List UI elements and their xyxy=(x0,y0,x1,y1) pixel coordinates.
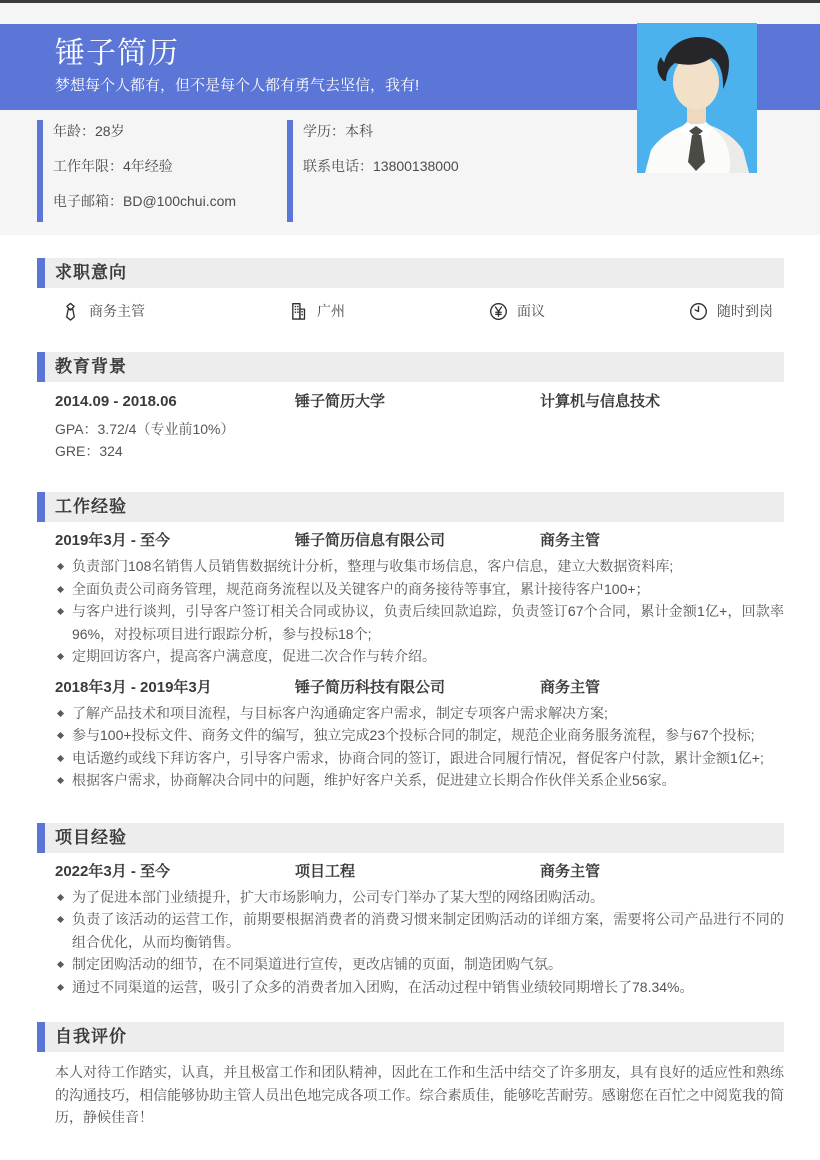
work-entry-row xyxy=(37,679,784,697)
project-bullet-list xyxy=(37,886,784,999)
education-gre: GRE：324 xyxy=(55,443,123,459)
section-header xyxy=(37,823,784,853)
bullet-item: 为了促进本部门业绩提升，扩大市场影响力，公司专门举办了某大型的网络团购活动。 xyxy=(55,886,784,909)
work-period: 2019年3月 - 至今 xyxy=(55,532,171,549)
work-entry xyxy=(37,679,784,792)
building-icon xyxy=(289,302,308,321)
intent-salary xyxy=(489,301,689,321)
work-company: 锤子简历科技有限公司 xyxy=(295,678,446,696)
basic-info-left-column xyxy=(37,120,287,229)
bullet-item: 负责了该活动的运营工作，前期要根据消费者的消费习惯来制定团购活动的详细方案，需要将公司产品进行不同的组合优化，从而均衡销售。 xyxy=(55,908,784,953)
section-title: 自我评价 xyxy=(45,1022,784,1052)
section-title: 工作经验 xyxy=(45,492,784,522)
section-job-intent xyxy=(37,258,784,321)
info-experience-years: 工作年限：4年经验 xyxy=(53,158,173,174)
resume-title: 锤子简历 xyxy=(55,37,179,70)
section-accent-bar xyxy=(37,823,45,853)
section-accent-bar xyxy=(37,352,45,382)
bullet-item: 负责部门108名销售人员销售数据统计分析，整理与收集市场信息，客户信息，建立大数据资料库; xyxy=(55,555,784,578)
intent-position xyxy=(61,301,289,321)
info-age: 年龄：28岁 xyxy=(53,123,125,139)
intent-availability xyxy=(689,301,784,321)
resume-header xyxy=(0,3,820,235)
section-title: 项目经验 xyxy=(45,823,784,853)
avatar-man-photo-icon xyxy=(637,23,757,173)
intent-position-label: 商务主管 xyxy=(89,303,145,319)
intent-salary-label: 面议 xyxy=(517,303,545,319)
work-period: 2018年3月 - 2019年3月 xyxy=(55,678,212,696)
intent-city-label: 广州 xyxy=(317,303,345,319)
work-company: 锤子简历信息有限公司 xyxy=(295,532,446,549)
self-evaluation-text: 本人对待工作踏实，认真，并且极富工作和团队精神，因此在工作和生活中结交了许多朋友，具有良好的适应性和熟练的沟通技巧，相信能够协助主管人员出色地完成各项工作。综合素质佳，能够吃苦耐劳。感谢您在百忙之中阅览我的简历，静候佳音！ xyxy=(55,1064,784,1125)
section-header xyxy=(37,258,784,288)
section-title: 教育背景 xyxy=(45,352,784,382)
bullet-item: 电话邀约或线下拜访客户，引导客户需求，协商合同的签订，跟进合同履行情况，督促客户付款，累计金额1亿+; xyxy=(55,747,784,770)
section-title: 求职意向 xyxy=(45,258,784,288)
section-self-evaluation xyxy=(37,1022,784,1129)
bullet-item: 制定团购活动的细节，在不同渠道进行宣传，更改店铺的页面，制造团购气氛。 xyxy=(55,953,784,976)
job-intent-row xyxy=(61,301,784,321)
project-role: 商务主管 xyxy=(540,862,601,880)
section-work-experience xyxy=(37,492,784,792)
work-role: 商务主管 xyxy=(540,532,601,549)
bullet-item: 参与100+投标文件、商务文件的编写，独立完成23个投标合同的制定，规范企业商务服务流程，参与67个投标; xyxy=(55,724,784,747)
bullet-item: 全面负责公司商务管理，规范商务流程以及关键客户的商务接待等事宜，累计接待客户100+； xyxy=(55,578,784,601)
section-header xyxy=(37,352,784,382)
section-education xyxy=(37,352,784,462)
education-row xyxy=(37,393,784,411)
education-school: 锤子简历大学 xyxy=(295,393,386,410)
intent-city xyxy=(289,301,489,321)
intent-availability-label: 随时到岗 xyxy=(717,303,773,319)
bullet-item: 与客户进行谈判，引导客户签订相关合同或协议，负责后续回款追踪，负责签订67个合同，累计金额1亿+，回款率96%，对投标项目进行跟踪分析，参与投标18个; xyxy=(55,600,784,645)
section-accent-bar xyxy=(37,492,45,522)
work-bullet-list xyxy=(37,555,784,668)
section-accent-bar xyxy=(37,1022,45,1052)
section-project-experience xyxy=(37,823,784,999)
project-entry xyxy=(37,863,784,999)
section-header xyxy=(37,1022,784,1052)
tie-icon xyxy=(61,302,80,321)
project-period: 2022年3月 - 至今 xyxy=(55,862,171,880)
yen-icon xyxy=(489,302,508,321)
section-header xyxy=(37,492,784,522)
education-major: 计算机与信息技术 xyxy=(540,393,661,410)
work-entry xyxy=(37,532,784,668)
resume-slogan: 梦想每个人都有，但不是每个人都有勇气去坚信，我有! xyxy=(55,77,420,94)
work-bullet-list xyxy=(37,702,784,792)
avatar xyxy=(637,23,757,173)
education-period: 2014.09 - 2018.06 xyxy=(55,393,177,410)
bullet-item: 定期回访客户，提高客户满意度，促进二次合作与转介绍。 xyxy=(55,645,784,668)
bullet-item: 通过不同渠道的运营，吸引了众多的消费者加入团购，在活动过程中销售业绩较同期增长了78.34%。 xyxy=(55,976,784,999)
work-entry-row xyxy=(37,532,784,550)
education-gpa: GPA：3.72/4（专业前10%） xyxy=(55,421,235,437)
info-email: 电子邮箱：BD@100chui.com xyxy=(53,193,237,209)
bullet-item: 根据客户需求，协商解决合同中的问题，维护好客户关系，促进建立长期合作伙伴关系企业56家。 xyxy=(55,769,784,792)
clock-icon xyxy=(689,302,708,321)
bullet-item: 了解产品技术和项目流程，与目标客户沟通确定客户需求，制定专项客户需求解决方案; xyxy=(55,702,784,725)
project-entry-row xyxy=(37,863,784,881)
info-degree: 学历：本科 xyxy=(303,123,373,139)
section-accent-bar xyxy=(37,258,45,288)
resume-body xyxy=(0,258,820,1129)
info-phone: 联系电话：13800138000 xyxy=(303,158,459,174)
work-role: 商务主管 xyxy=(540,678,601,696)
project-name: 项目工程 xyxy=(295,862,356,880)
